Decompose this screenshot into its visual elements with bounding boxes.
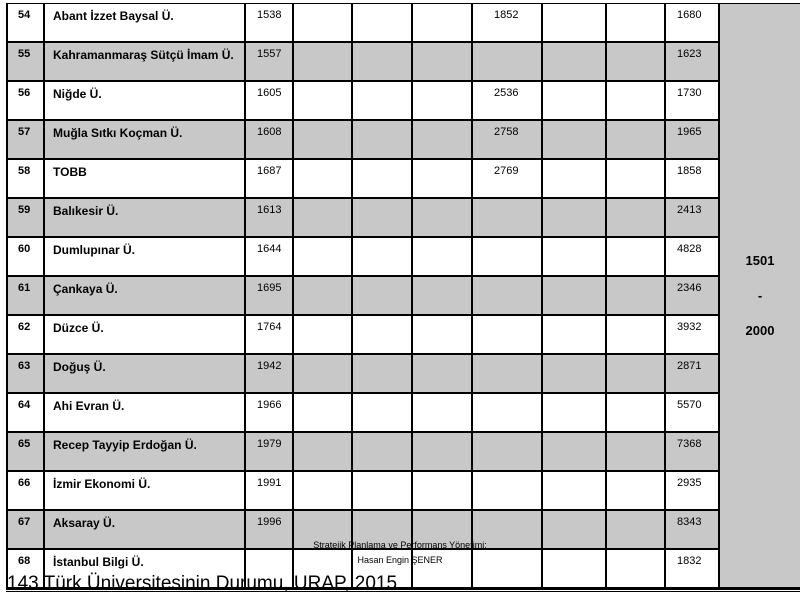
empty-cell xyxy=(607,433,666,472)
table-row xyxy=(6,43,800,82)
slide-caption: 143 Türk Üniversitesinin Durumu, URAP, 2015 xyxy=(7,573,398,594)
empty-cell xyxy=(294,160,353,199)
empty-cell xyxy=(294,472,353,511)
second-value-cell xyxy=(473,472,543,511)
empty-cell xyxy=(607,316,666,355)
table-body xyxy=(6,3,800,589)
university-name-cell: Doğuş Ü. xyxy=(45,355,246,394)
second-value-cell: 2536 xyxy=(473,82,543,121)
university-name-cell: Ahi Evran Ü. xyxy=(45,394,246,433)
university-name-cell: Dumlupınar Ü. xyxy=(45,238,246,277)
row-number-cell: 66 xyxy=(6,472,45,511)
rank-value-cell: 1605 xyxy=(246,82,294,121)
second-value-cell xyxy=(473,433,543,472)
table-row xyxy=(6,82,800,121)
empty-cell xyxy=(543,433,607,472)
empty-cell xyxy=(607,43,666,82)
empty-cell xyxy=(543,160,607,199)
rank-value-cell: 1991 xyxy=(246,472,294,511)
empty-cell xyxy=(294,199,353,238)
last-value-cell: 3932 xyxy=(666,316,720,355)
second-value-cell xyxy=(473,238,543,277)
last-value-cell: 2346 xyxy=(666,277,720,316)
empty-cell xyxy=(607,394,666,433)
empty-cell xyxy=(607,355,666,394)
empty-cell xyxy=(413,82,473,121)
second-value-cell: 1852 xyxy=(473,3,543,43)
university-name-cell: Abant İzzet Baysal Ü. xyxy=(45,3,246,43)
second-value-cell xyxy=(473,316,543,355)
empty-cell xyxy=(607,82,666,121)
university-name-cell: Niğde Ü. xyxy=(45,82,246,121)
rank-value-cell: 1644 xyxy=(246,238,294,277)
row-number-cell: 55 xyxy=(6,43,45,82)
table-row xyxy=(6,355,800,394)
empty-cell xyxy=(294,3,353,43)
table-row xyxy=(6,394,800,433)
rank-value-cell: 1687 xyxy=(246,160,294,199)
last-value-cell: 2413 xyxy=(666,199,720,238)
rank-value-cell: 1764 xyxy=(246,316,294,355)
empty-cell xyxy=(543,121,607,160)
empty-cell xyxy=(353,394,413,433)
university-name-cell: Kahramanmaraş Sütçü İmam Ü. xyxy=(45,43,246,82)
row-number-cell: 62 xyxy=(6,316,45,355)
empty-cell xyxy=(607,277,666,316)
empty-cell xyxy=(353,238,413,277)
row-number-cell: 54 xyxy=(6,3,45,43)
rank-range-sep: - xyxy=(757,288,763,303)
row-number-cell: 68 xyxy=(6,550,45,589)
empty-cell xyxy=(413,472,473,511)
second-value-cell: 2769 xyxy=(473,160,543,199)
second-value-cell xyxy=(473,199,543,238)
empty-cell xyxy=(353,355,413,394)
empty-cell xyxy=(543,3,607,43)
empty-cell xyxy=(413,160,473,199)
rank-range-to: 2000 xyxy=(745,323,775,338)
university-name-cell: Çankaya Ü. xyxy=(45,277,246,316)
table-row xyxy=(6,121,800,160)
university-name-cell: Düzce Ü. xyxy=(45,316,246,355)
rank-value-cell: 1557 xyxy=(246,43,294,82)
last-value-cell: 1832 xyxy=(666,550,720,589)
row-number-cell: 60 xyxy=(6,238,45,277)
last-value-cell: 2935 xyxy=(666,472,720,511)
row-number-cell: 61 xyxy=(6,277,45,316)
university-name-cell: Aksaray Ü. xyxy=(45,511,246,550)
empty-cell xyxy=(413,316,473,355)
empty-cell xyxy=(353,277,413,316)
footer-line-1: Stratejik Planlama ve Performans Yönetimi: xyxy=(313,540,487,550)
empty-cell xyxy=(413,433,473,472)
rank-value-cell: 1538 xyxy=(246,3,294,43)
row-number-cell: 67 xyxy=(6,511,45,550)
rank-value-cell: 1996 xyxy=(246,511,294,550)
empty-cell xyxy=(543,394,607,433)
last-value-cell: 1965 xyxy=(666,121,720,160)
empty-cell xyxy=(413,277,473,316)
table-row xyxy=(6,433,800,472)
second-value-cell: 2758 xyxy=(473,121,543,160)
university-name-cell: İstanbul Bilgi Ü. xyxy=(45,550,246,589)
university-name-cell: Recep Tayyip Erdoğan Ü. xyxy=(45,433,246,472)
empty-cell xyxy=(543,472,607,511)
last-value-cell: 2871 xyxy=(666,355,720,394)
university-name-cell: İzmir Ekonomi Ü. xyxy=(45,472,246,511)
rank-range-cell xyxy=(720,3,800,589)
empty-cell xyxy=(353,82,413,121)
last-value-cell: 7368 xyxy=(666,433,720,472)
empty-cell xyxy=(353,316,413,355)
last-value-cell: 5570 xyxy=(666,394,720,433)
university-name-cell: Muğla Sıtkı Koçman Ü. xyxy=(45,121,246,160)
empty-cell xyxy=(294,43,353,82)
table-row xyxy=(6,160,800,199)
empty-cell xyxy=(294,238,353,277)
last-value-cell: 1680 xyxy=(666,3,720,43)
empty-cell xyxy=(353,121,413,160)
empty-cell xyxy=(353,160,413,199)
empty-cell xyxy=(294,121,353,160)
empty-cell xyxy=(543,355,607,394)
ranking-table xyxy=(6,3,800,592)
row-number-cell: 56 xyxy=(6,82,45,121)
row-number-cell: 64 xyxy=(6,394,45,433)
rank-value-cell: 1608 xyxy=(246,121,294,160)
empty-cell xyxy=(543,82,607,121)
table-row xyxy=(6,199,800,238)
row-number-cell: 59 xyxy=(6,199,45,238)
university-name-cell: TOBB xyxy=(45,160,246,199)
empty-cell xyxy=(353,3,413,43)
empty-cell xyxy=(543,277,607,316)
empty-cell xyxy=(413,394,473,433)
empty-cell xyxy=(413,199,473,238)
university-name-cell: Balıkesir Ü. xyxy=(45,199,246,238)
empty-cell xyxy=(607,238,666,277)
empty-cell xyxy=(413,3,473,43)
second-value-cell xyxy=(473,355,543,394)
empty-cell xyxy=(543,316,607,355)
row-number-cell: 65 xyxy=(6,433,45,472)
empty-cell xyxy=(294,394,353,433)
empty-cell xyxy=(294,277,353,316)
empty-cell xyxy=(413,43,473,82)
empty-cell xyxy=(294,316,353,355)
row-number-cell: 63 xyxy=(6,355,45,394)
row-number-cell: 58 xyxy=(6,160,45,199)
empty-cell xyxy=(353,472,413,511)
empty-cell xyxy=(543,199,607,238)
table-row xyxy=(6,3,800,43)
rank-value-cell: 1979 xyxy=(246,433,294,472)
rank-value-cell: 1942 xyxy=(246,355,294,394)
empty-cell xyxy=(294,82,353,121)
empty-cell xyxy=(353,43,413,82)
last-value-cell: 1623 xyxy=(666,43,720,82)
row-number-cell: 57 xyxy=(6,121,45,160)
empty-cell xyxy=(294,355,353,394)
table-row xyxy=(6,316,800,355)
table-row xyxy=(6,238,800,277)
rank-range-from: 1501 xyxy=(745,253,775,268)
empty-cell xyxy=(353,433,413,472)
university-ranking-table xyxy=(6,3,800,592)
empty-cell xyxy=(543,43,607,82)
empty-cell xyxy=(607,199,666,238)
table-row xyxy=(6,472,800,511)
rank-value-cell: 1613 xyxy=(246,199,294,238)
second-value-cell xyxy=(473,43,543,82)
empty-cell xyxy=(543,238,607,277)
empty-cell xyxy=(413,121,473,160)
empty-cell xyxy=(294,433,353,472)
empty-cell xyxy=(413,355,473,394)
last-value-cell: 8343 xyxy=(666,511,720,550)
second-value-cell xyxy=(473,394,543,433)
rank-value-cell: 1695 xyxy=(246,277,294,316)
last-value-cell: 4828 xyxy=(666,238,720,277)
table-row xyxy=(6,277,800,316)
empty-cell xyxy=(607,3,666,43)
rank-value-cell: 1966 xyxy=(246,394,294,433)
second-value-cell xyxy=(473,277,543,316)
empty-cell xyxy=(607,472,666,511)
empty-cell xyxy=(413,238,473,277)
footer-line-2: Hasan Engin ŞENER xyxy=(357,555,443,565)
empty-cell xyxy=(607,121,666,160)
last-value-cell: 1730 xyxy=(666,82,720,121)
empty-cell xyxy=(353,199,413,238)
slide-footer xyxy=(0,538,800,568)
last-value-cell: 1858 xyxy=(666,160,720,199)
empty-cell xyxy=(607,160,666,199)
